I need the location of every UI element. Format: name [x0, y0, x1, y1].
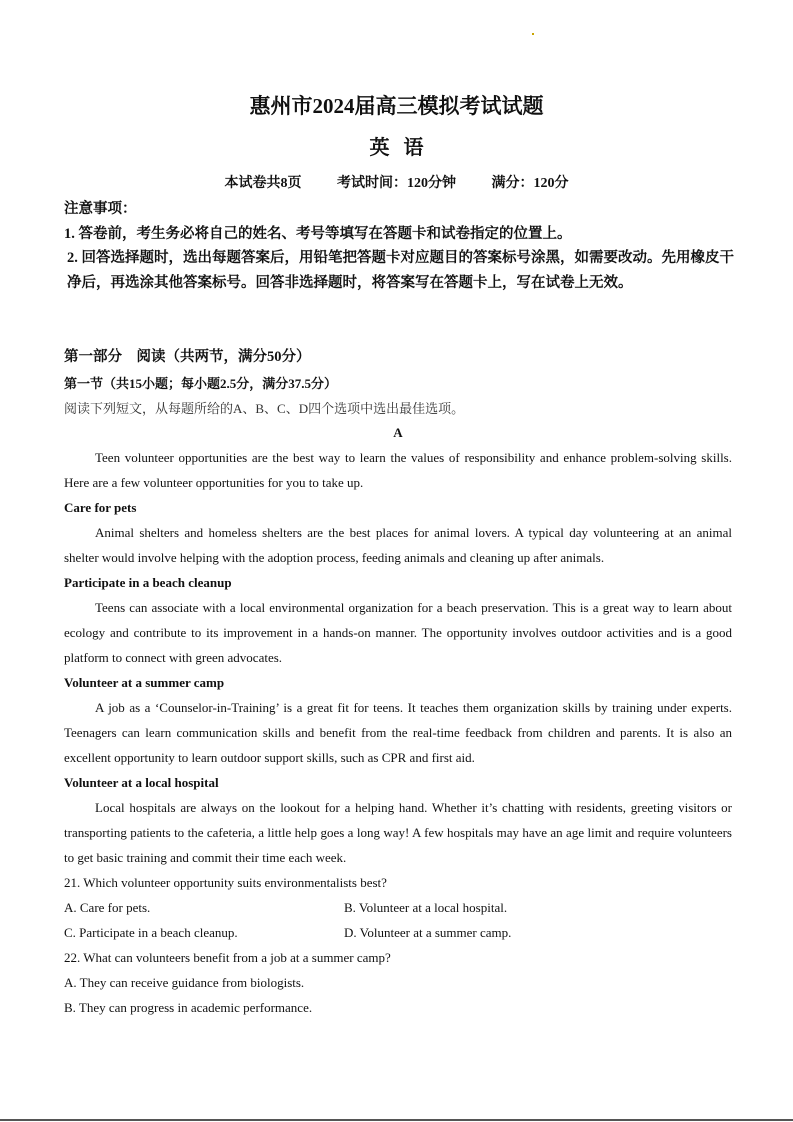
- question-stem: 21. Which volunteer opportunity suits environmentalists best?: [64, 875, 387, 890]
- option: A. They can receive guidance from biologists.: [64, 975, 305, 990]
- note-item: 2. 回答选择题时，选出每题答案后，用铅笔把答题卡对应题目的答案标号涂黑，如需要改动。先用橡皮干净后，再选涂其他答案标号。回答非选择题时，将答案写在答题卡上，写在试卷上无效。: [67, 250, 734, 291]
- page-count: 本试卷共8页: [224, 176, 302, 191]
- passage-label: A: [393, 425, 403, 440]
- exam-subject: 英语: [369, 137, 438, 159]
- option-row: [64, 895, 732, 920]
- section-title: Volunteer at a local hospital: [64, 775, 219, 790]
- section-title: Participate in a beach cleanup: [64, 575, 232, 590]
- section-text: Teens can associate with a local environmental organization for a beach preservation. This is a great way to learn about ecology and contribute to its improvement in a hands-on manner. The opportunity involves outdoor activities and is a good platform to connect with green advocates.: [64, 600, 732, 665]
- section-text: Local hospitals are always on the lookout for a helping hand. Whether it’s chatting with residents, greeting visitors or transporting patients to the cafeteria, a little help goes a long way! A few hospitals may have an age limit and require volunteers to get basic training and commit their time each week.: [64, 800, 732, 865]
- section-text: A job as a ‘Counselor-in-Training’ is a great fit for teens. It teaches them organization skills by training under experts. Teenagers can learn communication skills and benefit from the real-time feedback from children and parents. It is also an excellent opportunity to learn outdoor support skills, such as CPR and first aid.: [64, 700, 732, 765]
- instruction: 阅读下列短文，从每题所给的A、B、C、D四个选项中选出最佳选项。: [64, 401, 465, 416]
- exam-time: 考试时间：120分钟: [337, 176, 456, 191]
- note-item: 1. 答卷前，考生务必将自己的姓名、考号等填写在答题卡和试卷指定的位置上。: [64, 225, 572, 242]
- option: D. Volunteer at a summer camp.: [344, 925, 512, 940]
- full-score: 满分：120分: [491, 176, 569, 191]
- scan-speck: [532, 33, 534, 35]
- part-heading: 第一部分 阅读（共两节，满分50分）: [64, 349, 311, 365]
- section-heading: 第一节（共15小题；每小题2.5分，满分37.5分）: [64, 376, 338, 391]
- exam-info: [0, 172, 793, 192]
- notes: [64, 197, 734, 295]
- option: A. Care for pets.: [64, 900, 151, 915]
- question-stem: 22. What can volunteers benefit from a job at a summer camp?: [64, 950, 391, 965]
- exam-title: 惠州市2024届高三模拟考试试题: [249, 94, 544, 118]
- option: B. They can progress in academic performance.: [64, 1000, 313, 1015]
- option-row: [64, 920, 732, 945]
- passage: [64, 420, 732, 1020]
- option: C. Participate in a beach cleanup.: [64, 925, 238, 940]
- notes-heading: 注意事项：: [64, 201, 137, 217]
- section-text: Animal shelters and homeless shelters are the best places for animal lovers. A typical day volunteering at an animal shelter would involve helping with the adoption process, feeding animals and cleaning up after animals.: [64, 525, 732, 565]
- passage-intro: Teen volunteer opportunities are the best way to learn the values of responsibility and enhance problem-solving skills. Here are a few volunteer opportunities for you to take up.: [64, 450, 732, 490]
- option: B. Volunteer at a local hospital.: [344, 900, 508, 915]
- section-title: Volunteer at a summer camp: [64, 675, 225, 690]
- page-bottom-border: [0, 1119, 793, 1121]
- section-title: Care for pets: [64, 500, 137, 515]
